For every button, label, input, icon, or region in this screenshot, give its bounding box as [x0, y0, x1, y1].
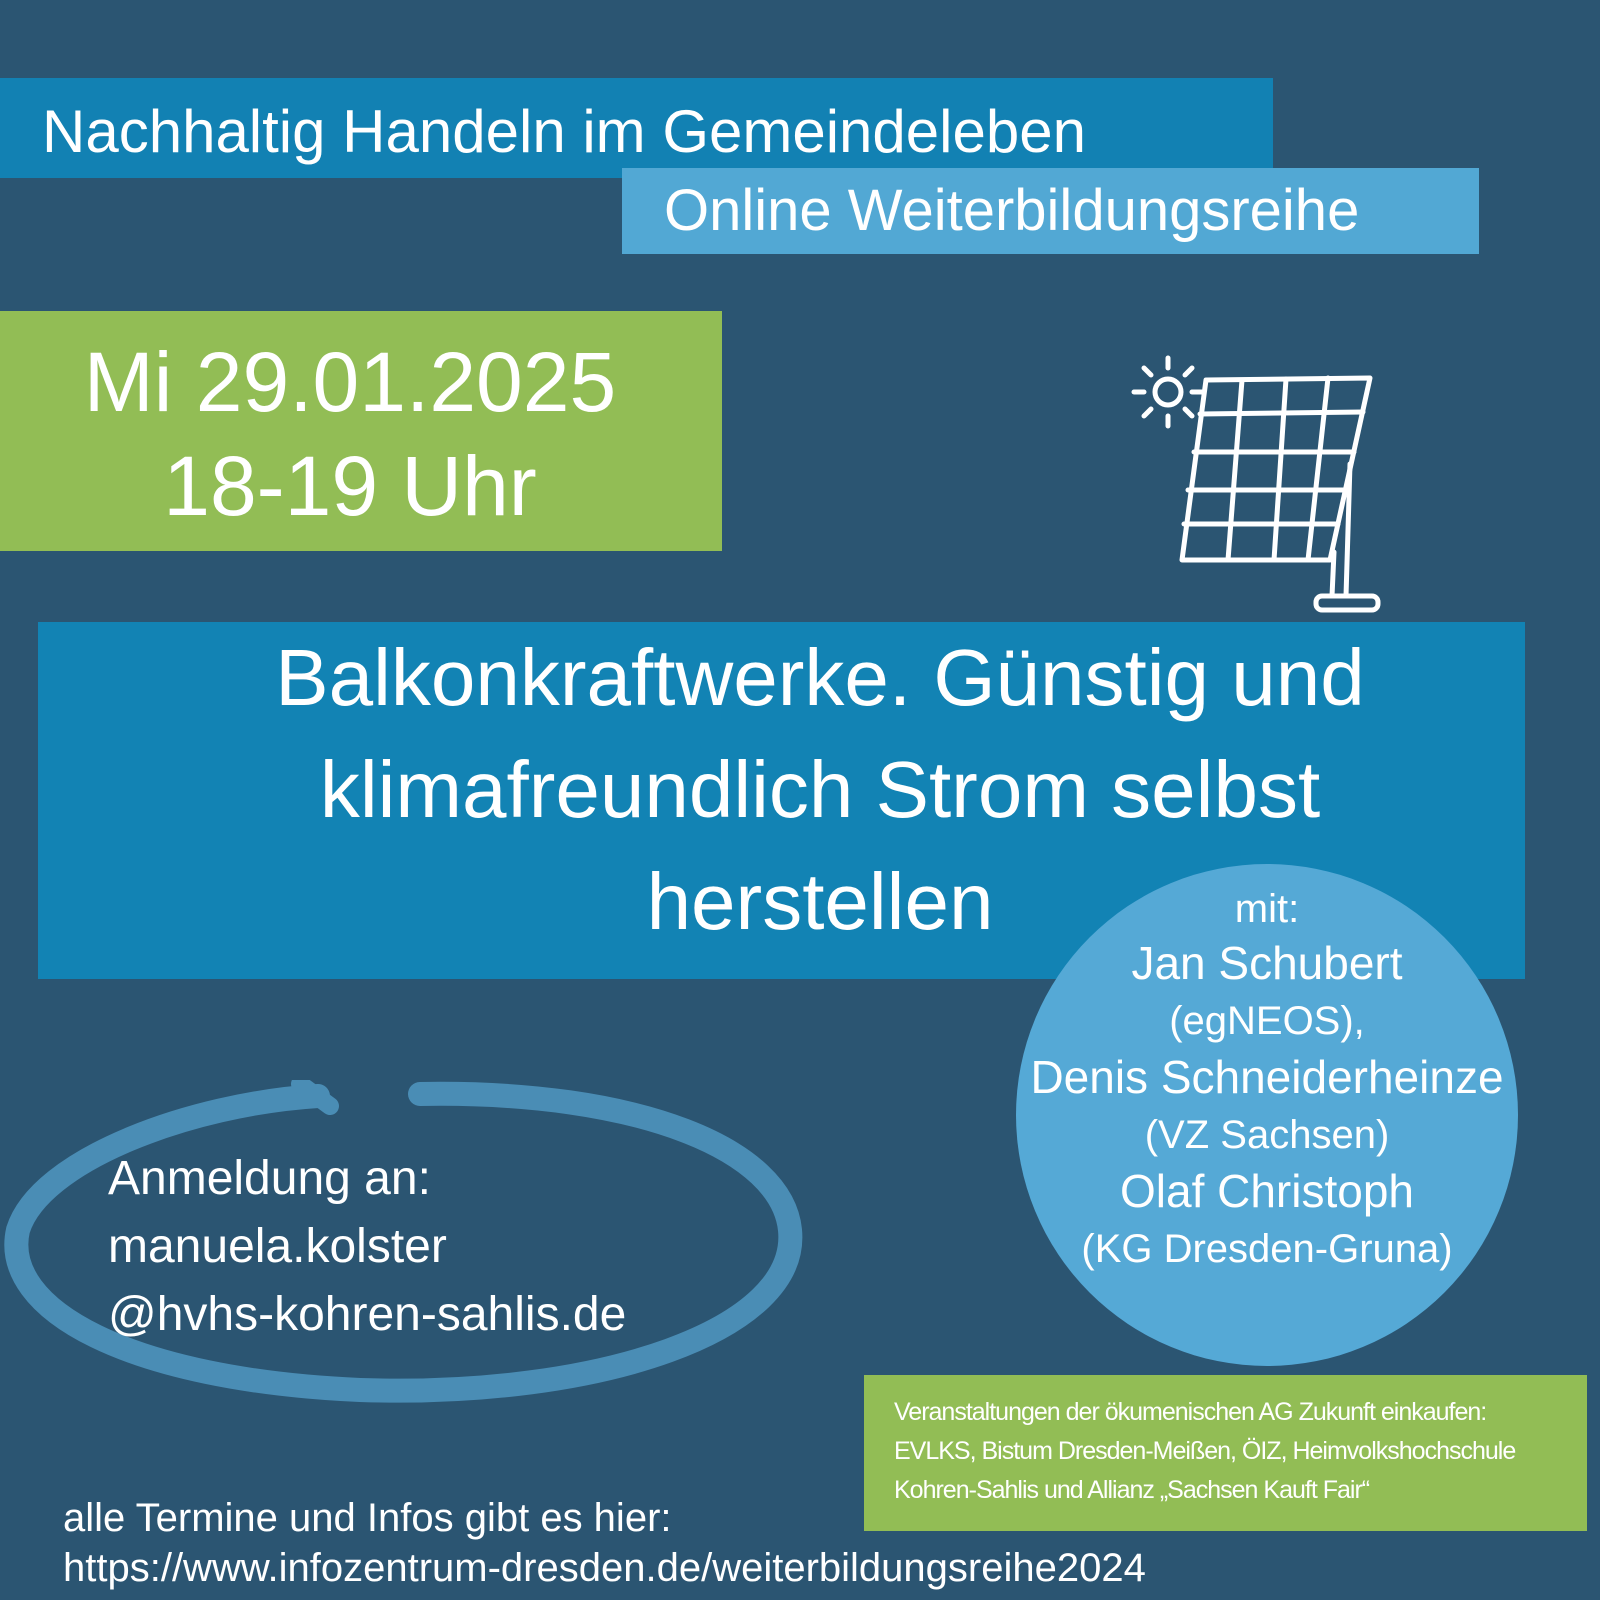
speaker-name: Olaf Christoph	[1119, 1165, 1414, 1217]
topic-title-line-3: herstellen	[646, 857, 994, 946]
registration-email-part-2[interactable]: @hvhs-kohren-sahlis.de	[108, 1288, 627, 1341]
panel-grid	[1182, 378, 1378, 610]
footer-url-link[interactable]: https://www.infozentrum-dresden.de/weiterbildungsreihe2024	[63, 1546, 1146, 1590]
partners-line-2: EVLKS, Bistum Dresden-Meißen, ÖIZ, Heimvolkshochschule	[894, 1437, 1516, 1465]
event-date: Mi 29.01.2025	[83, 335, 617, 429]
speakers-intro: mit:	[1234, 887, 1300, 931]
registration-email-part-1[interactable]: manuela.kolster	[108, 1220, 447, 1273]
footer-info-label: alle Termine und Infos gibt es hier:	[63, 1496, 672, 1540]
registration-label: Anmeldung an:	[108, 1152, 431, 1205]
event-time: 18-19 Uhr	[163, 439, 537, 533]
partners-line-1: Veranstaltungen der ökumenischen AG Zukunft einkaufen:	[894, 1398, 1487, 1426]
speaker-affiliation: (egNEOS),	[1169, 999, 1365, 1043]
speaker-name: Denis Schneiderheinze	[1030, 1051, 1504, 1103]
series-subtitle: Online Weiterbildungsreihe	[664, 178, 1360, 243]
speaker-name: Jan Schubert	[1131, 937, 1403, 989]
sun-icon	[1134, 358, 1202, 426]
speaker-affiliation: (KG Dresden-Gruna)	[1081, 1227, 1453, 1271]
partners-line-3: Kohren-Sahlis und Allianz „Sachsen Kauft Fair“	[894, 1476, 1370, 1504]
topic-title-line-1: Balkonkraftwerke. Günstig und	[275, 633, 1365, 722]
topic-title-line-2: klimafreundlich Strom selbst	[319, 745, 1321, 834]
solar-panel-icon	[1120, 352, 1400, 622]
series-title: Nachhaltig Handeln im Gemeindeleben	[42, 98, 1086, 165]
speaker-affiliation: (VZ Sachsen)	[1144, 1113, 1390, 1157]
